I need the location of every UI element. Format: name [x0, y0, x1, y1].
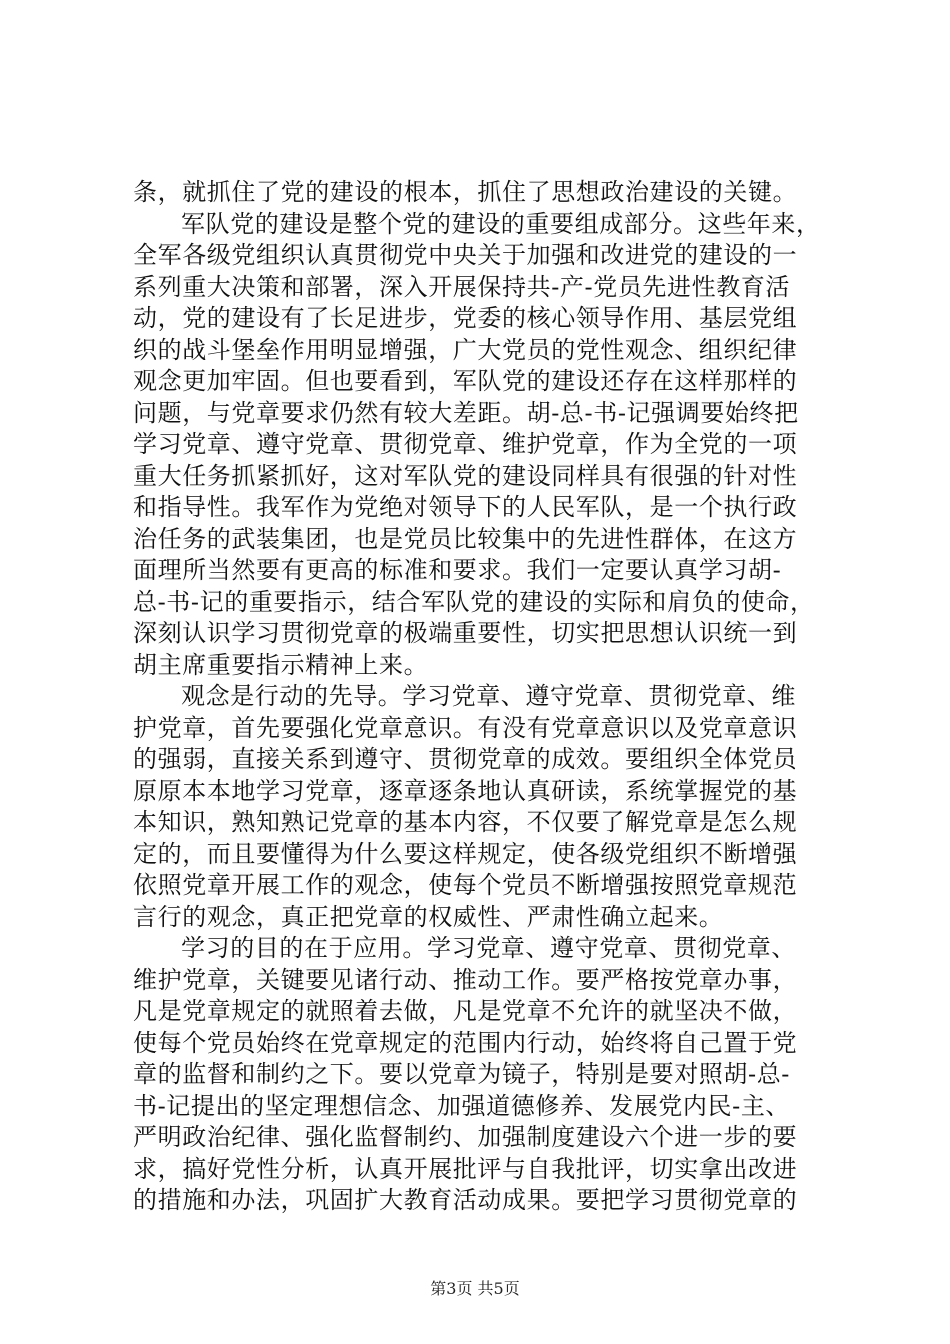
text-line: 定的，而且要懂得为什么要这样规定，使各级党组织不断增强	[133, 839, 798, 868]
text-line: 观念更加牢固。但也要看到，军队党的建设还存在这样那样的	[133, 367, 798, 395]
page-footer: 第3页 共5页	[430, 1279, 520, 1298]
text-line: 章的监督和制约之下。要以党章为镜子，特别是要对照胡-总-	[133, 1060, 791, 1088]
text-line: 治任务的武装集团，也是党员比较集中的先进性群体，在这方	[133, 524, 798, 553]
text-line: 书-记提出的坚定理想信念、加强道德修养、发展党内民-主、	[133, 1091, 791, 1120]
text-line: 求，搞好党性分析，认真开展批评与自我批评，切实拿出改进	[133, 1154, 798, 1183]
text-line: 护党章，首先要强化党章意识。有没有党章意识以及党章意识	[133, 713, 798, 742]
text-line: 织的战斗堡垒作用明显增强，广大党员的党性观念、组织纪律	[133, 335, 798, 364]
text-line: 学习的目的在于应用。学习党章、遵守党章、贯彻党章、	[181, 934, 796, 962]
text-line: 依照党章开展工作的观念，使每个党员不断增强按照党章规范	[133, 871, 798, 899]
body-text	[133, 177, 828, 1217]
text-line: 观念是行动的先导。学习党章、遵守党章、贯彻党章、维	[181, 682, 796, 710]
text-line: 的强弱，直接关系到遵守、贯彻党章的成效。要组织全体党员	[133, 745, 798, 773]
text-line: 的措施和办法，巩固扩大教育活动成果。要把学习贯彻党章的	[133, 1186, 798, 1214]
text-line: 动，党的建设有了长足进步，党委的核心领导作用、基层党组	[133, 304, 798, 332]
text-line: 本知识，熟知熟记党章的基本内容，不仅要了解党章是怎么规	[133, 808, 798, 836]
text-line: 和指导性。我军作为党绝对领导下的人民军队，是一个执行政	[133, 493, 798, 521]
text-line: 系列重大决策和部署，深入开展保持共-产-党员先进性教育活	[133, 272, 791, 301]
text-line: 重大任务抓紧抓好，这对军队党的建设同样具有很强的针对性	[133, 461, 798, 490]
text-line: 条，就抓住了党的建设的根本，抓住了思想政治建设的关键。	[133, 178, 798, 206]
text-line: 深刻认识学习贯彻党章的极端重要性，切实把思想认识统一到	[133, 619, 798, 647]
text-line: 严明政治纪律、强化监督制约、加强制度建设六个进一步的要	[133, 1123, 798, 1151]
text-line: 使每个党员始终在党章规定的范围内行动，始终将自己置于党	[133, 1028, 798, 1057]
text-line: 问题，与党章要求仍然有较大差距。胡-总-书-记强调要始终把	[133, 398, 799, 427]
text-line: 凡是党章规定的就照着去做，凡是党章不允许的就坚决不做，	[133, 997, 798, 1025]
text-line: 军队党的建设是整个党的建设的重要组成部分。这些年来，	[181, 209, 821, 238]
text-line: 胡主席重要指示精神上来。	[133, 650, 429, 679]
text-line: 总-书-记的重要指示，结合军队党的建设的实际和肩负的使命，	[133, 587, 815, 616]
text-line: 言行的观念，真正把党章的权威性、严肃性确立起来。	[133, 902, 724, 931]
text-line: 原原本本地学习党章，逐章逐条地认真研读，系统掌握党的基	[133, 776, 798, 805]
text-line: 面理所当然要有更高的标准和要求。我们一定要认真学习胡-	[133, 556, 782, 584]
text-line: 学习党章、遵守党章、贯彻党章、维护党章，作为全党的一项	[133, 430, 798, 458]
text-line: 维护党章，关键要见诸行动、推动工作。要严格按党章办事，	[133, 965, 798, 994]
text-line: 全军各级党组织认真贯彻党中央关于加强和改进党的建设的一	[133, 241, 798, 269]
